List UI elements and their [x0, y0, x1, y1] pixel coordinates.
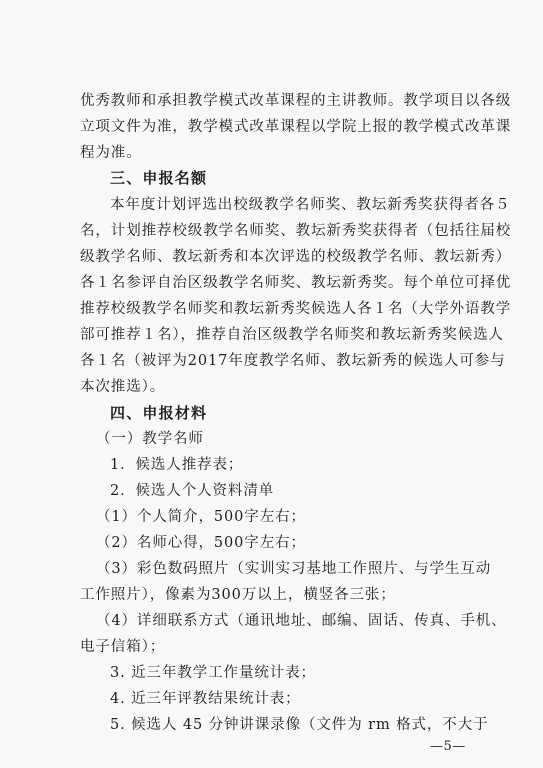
list-item: 5. 候选人 45 分钟讲课录像（文件为 rm 格式，不大于 [110, 717, 489, 733]
body-text-line: 电子信箱）； [80, 639, 166, 655]
body-text-line: 部可推荐１名），推荐自治区级教学名师奖和教坛新秀奖候选人 [80, 327, 504, 343]
body-text-line: 各１名（被评为2017年度教学名师、教坛新秀的候选人可参与 [80, 353, 506, 369]
body-text-line: 本年度计划评选出校级教学名师奖、教坛新秀奖获得者各５ [110, 197, 511, 213]
subsection-heading: （一）教学名师 [96, 431, 204, 447]
section-heading: 四、申报材料 [110, 404, 208, 422]
body-text-line: 本次推选）。 [80, 379, 166, 395]
list-item: （3）彩色数码照片（实训实习基地工作照片、与学生互动 [96, 561, 492, 577]
body-text-line: 各１名参评自治区级教学名师奖、教坛新秀奖。每个单位可择优 [80, 275, 512, 291]
list-item: （2）名师心得，500字左右； [96, 535, 306, 551]
body-text-line: 立项文件为准，教学模式改革课程以学院上报的教学模式改革课 [80, 119, 512, 135]
list-item: 3. 近三年教学工作量统计表； [110, 665, 316, 681]
list-item: （1）个人简介，500字左右； [96, 509, 306, 525]
body-text-line: 工作照片），像素为300万以上，横竖各三张； [80, 587, 396, 603]
section-heading: 三、申报名额 [110, 169, 208, 187]
list-item: 4. 近三年评教结果统计表； [110, 691, 301, 707]
body-text-line: 名，计划推荐校级教学名师奖、教坛新秀奖获得者（包括往届校 [80, 223, 512, 239]
body-text-line: 推荐校级教学名师奖和教坛新秀奖候选人各１名（大学外语教学 [80, 301, 512, 317]
body-text-line: 级教学名师、教坛新秀和本次评选的校级教学名师、教坛新秀） [80, 249, 512, 265]
list-item: 1．候选人推荐表； [110, 457, 244, 473]
list-item: （4）详细联系方式（通讯地址、邮编、固话、传真、手机、 [96, 613, 507, 629]
body-text-line: 程为准。 [80, 145, 142, 161]
page-number: —5— [430, 739, 466, 754]
list-item: 2．候选人个人资料清单 [110, 483, 275, 499]
body-text-line: 优秀教师和承担教学模式改革课程的主讲教师。教学项目以各级 [80, 93, 512, 109]
